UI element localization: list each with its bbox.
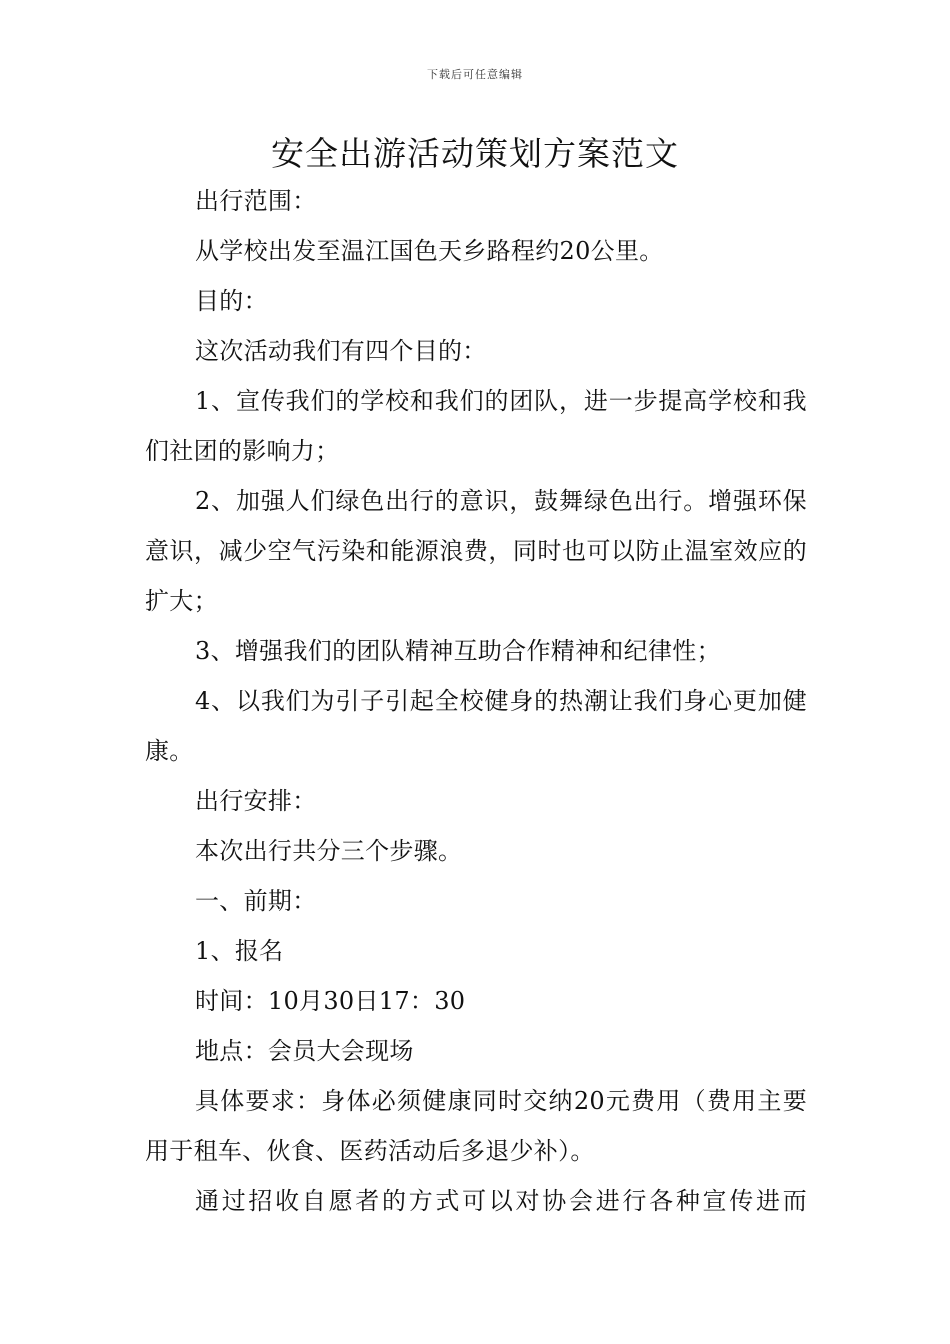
paragraph-purpose-4: 4、以我们为引子引起全校健身的热潮让我们身心更加健康。 bbox=[145, 687, 807, 765]
paragraph-purpose-intro: 这次活动我们有四个目的： bbox=[195, 337, 487, 365]
header-note: 下载后可任意编辑 bbox=[427, 68, 523, 81]
paragraph-purpose-2: 2、加强人们绿色出行的意识，鼓舞绿色出行。增强环保意识，减少空气污染和能源浪费，同时也可以防止温室效应的扩大； bbox=[145, 487, 807, 615]
paragraph-travel-scope-heading: 出行范围： bbox=[195, 187, 317, 215]
paragraph-time: 时间：10月30日17：30 bbox=[195, 987, 466, 1015]
paragraph-registration: 1、报名 bbox=[195, 937, 284, 965]
paragraph-arrangement-intro: 本次出行共分三个步骤。 bbox=[195, 837, 463, 865]
paragraph-phase-one-heading: 一、前期： bbox=[195, 887, 317, 915]
paragraph-requirements: 具体要求：身体必须健康同时交纳20元费用（费用主要用于租车、伙食、医药活动后多退少补）。 bbox=[145, 1087, 807, 1165]
paragraph-purpose-1: 1、宣传我们的学校和我们的团队，进一步提高学校和我们社团的影响力； bbox=[145, 387, 807, 465]
document-body bbox=[145, 176, 807, 1226]
paragraph-purpose-3: 3、增强我们的团队精神互助合作精神和纪律性； bbox=[195, 637, 721, 665]
document-title: 安全出游活动策划方案范文 bbox=[271, 134, 679, 173]
paragraph-volunteers: 通过招收自愿者的方式可以对协会进行各种宣传进而 bbox=[195, 1187, 807, 1215]
paragraph-arrangement-heading: 出行安排： bbox=[195, 787, 317, 815]
paragraph-purpose-heading: 目的： bbox=[195, 287, 268, 315]
paragraph-travel-scope: 从学校出发至温江国色天乡路程约20公里。 bbox=[195, 237, 664, 265]
paragraph-location: 地点：会员大会现场 bbox=[195, 1037, 414, 1065]
